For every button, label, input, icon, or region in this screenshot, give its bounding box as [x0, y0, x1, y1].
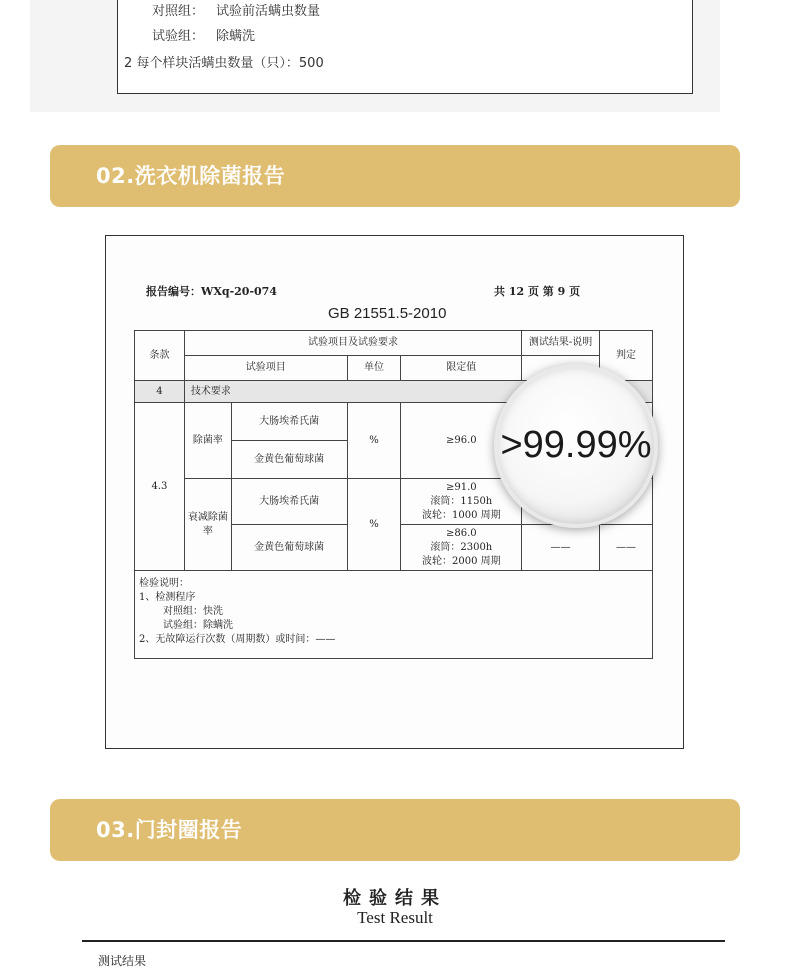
- notes-line-4: 2、无故障运行次数（周期数）或时间：——: [139, 634, 336, 645]
- test-notes: [135, 571, 653, 659]
- decay-verdict-2: ——: [600, 525, 653, 571]
- test-result-cut-text: 测试结果: [98, 954, 147, 968]
- decay-limit-2-drum: 滚筒：2300h: [430, 541, 493, 553]
- divider-line: [82, 940, 725, 942]
- antibacterial-unit: %: [347, 403, 401, 479]
- clause-4-3: 4.3: [135, 403, 185, 571]
- antibacterial-bacteria-2: 金黄色葡萄球菌: [231, 441, 347, 479]
- notes-line-3: 试验组：除螨洗: [163, 620, 233, 631]
- decay-limit-2-value: ≥86.0: [445, 527, 477, 539]
- mite-count-line: 2 每个样块活螨虫数量（只）：500: [124, 56, 324, 71]
- antibacterial-limit: ≥96.0: [401, 403, 522, 479]
- notes-title: 检验说明：: [139, 578, 189, 589]
- tech-clause: 4: [135, 381, 185, 403]
- decay-limit-2: [401, 525, 522, 571]
- report-page-count: 共 12 页 第 9 页: [494, 285, 581, 298]
- control-group-label: 对照组：: [152, 4, 205, 19]
- header-item: 试验项目: [184, 356, 347, 381]
- magnified-result-value: >99.99%: [500, 424, 652, 466]
- header-verdict: 判定: [600, 331, 653, 381]
- antibacterial-bacteria-1: 大肠埃希氏菌: [231, 403, 347, 441]
- header-clause: 条款: [135, 331, 185, 381]
- table-header-row: [135, 331, 653, 356]
- test-result-title-cn: 检验结果: [343, 888, 447, 909]
- decay-result-2: ——: [522, 525, 600, 571]
- standard-title: GB 21551.5-2010: [328, 305, 447, 322]
- decay-label: 衰减除菌率: [184, 479, 231, 571]
- decay-limit-1-drum: 滚筒：1150h: [430, 495, 493, 507]
- magnifier-lens: [494, 364, 658, 528]
- decay-bacteria-2: 金黄色葡萄球菌: [231, 525, 347, 571]
- antibacterial-label: 除菌率: [184, 403, 231, 479]
- decay-limit-1-pulsator: 波轮：1000 周期: [421, 509, 501, 521]
- header-result-note: 测试结果-说明: [522, 331, 600, 356]
- test-group-label: 试验组：: [152, 29, 205, 44]
- section-title: 03.门封圈报告: [96, 818, 243, 842]
- section-header-door-seal-report: [50, 799, 740, 861]
- report-number: 报告编号：WXq-20-074: [146, 285, 277, 298]
- tech-label: 技术要求: [184, 381, 652, 403]
- top-report-line-test: [152, 25, 255, 44]
- top-report-line-control: [152, 0, 320, 19]
- header-limit: 限定值: [401, 356, 522, 381]
- decay-limit-1-value: ≥91.0: [445, 481, 477, 493]
- header-items-requirements: 试验项目及试验要求: [184, 331, 521, 356]
- header-unit: 单位: [347, 356, 401, 381]
- table-row-notes: [135, 571, 653, 659]
- notes-line-2: 对照组：快洗: [163, 606, 223, 617]
- section-title: 02.洗衣机除菌报告: [96, 164, 286, 188]
- decay-bacteria-1: 大肠埃希氏菌: [231, 479, 347, 525]
- top-report-paper: [117, 0, 693, 94]
- control-group-value: 试验前活螨虫数量: [216, 4, 321, 19]
- test-group-value: 除螨洗: [216, 29, 256, 44]
- test-result-title-en: Test Result: [357, 908, 433, 927]
- notes-line-1: 1、检测程序: [139, 592, 196, 603]
- section-header-washer-report: [50, 145, 740, 207]
- decay-limit-2-pulsator: 波轮：2000 周期: [421, 555, 501, 567]
- decay-unit: %: [347, 479, 401, 571]
